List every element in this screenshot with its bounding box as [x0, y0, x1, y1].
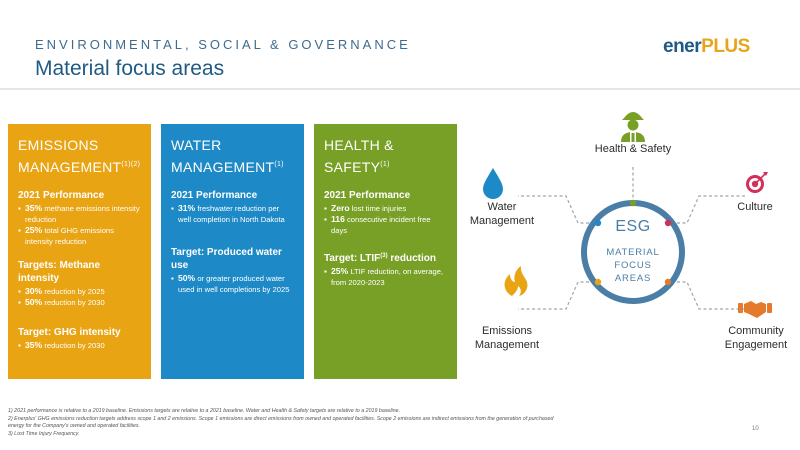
node-emissions-label: Emissions Management: [474, 325, 540, 351]
card-title: EMISSIONS $MANAGEMENT^{(1)(2)}$: [18, 137, 141, 175]
esg-center-title: ESG: [615, 218, 651, 235]
enerplus-logo: enerPLUS: [663, 36, 750, 57]
flame-icon: [505, 266, 528, 296]
performance-heading: 2021 Performance: [171, 190, 258, 201]
card-title: WATER MANAGEMENT$^{(1)}$: [171, 137, 284, 175]
node-community-label: Community Engagement: [724, 325, 788, 351]
list-item: ▪ 25% total GHG emissions intensity reduction: [18, 225, 141, 247]
list-item: ▪ Zero lost time injuries: [324, 203, 447, 214]
card-title: HEALTH & SAFETY$^{(1)}$: [324, 137, 394, 175]
node-culture-label: Culture: [737, 201, 773, 213]
footnote: 1) 2021 performance is relative to a 2019 baseline. Emissions targets are relative to a 2021 baseline. Water and Health & Safety targets are relative to a 2019 baseline.: [8, 408, 401, 414]
connector-community: [666, 282, 747, 309]
list-item: ▪ 116 consecutive incident free days: [324, 214, 447, 236]
performance-heading: 2021 Performance: [324, 190, 411, 201]
target-list: [18, 286, 141, 308]
node-water-label: Water Management: [469, 201, 535, 227]
emissions-card: [8, 124, 151, 379]
water-drop-icon: [483, 168, 503, 199]
page-title: Material focus areas: [35, 57, 225, 80]
section-eyebrow: ENVIRONMENTAL, SOCIAL & GOVERNANCE: [35, 37, 411, 52]
list-item: ▪ 31% freshwater reduction per well completion in North Dakota: [171, 203, 294, 225]
list-item: ▪ 25% LTIF reduction, on average, from 2020-2023: [324, 266, 447, 288]
target-icon: [746, 172, 768, 193]
list-item: ▪ 50% or greater produced water used in well completions by 2025: [171, 273, 294, 295]
list-item: ▪ 50% reduction by 2030: [18, 297, 141, 308]
performance-heading: 2021 Performance: [18, 190, 105, 201]
water-card: [161, 124, 304, 379]
target-heading: Target: GHG intensity: [18, 327, 121, 338]
performance-list: [324, 203, 447, 236]
target-heading: Targets: Methane intensity: [18, 260, 101, 284]
footnote: 3) Lost Time Injury Frequency.: [8, 430, 80, 437]
esg-center-subtitle: MATERIAL FOCUS AREAS: [606, 247, 660, 284]
connector-emissions: [518, 282, 600, 309]
title-divider: [0, 88, 800, 90]
esg-diagram: [470, 100, 800, 380]
list-item: ▪ 35% methane emissions intensity reduction: [18, 203, 141, 225]
dot-health-safety: [630, 200, 636, 206]
target-list: [171, 273, 294, 295]
node-health-safety-label: Health & Safety: [594, 143, 672, 155]
list-item: ▪ 35% reduction by 2030: [18, 340, 141, 351]
target-heading: Target: LTIF$^{(3)}$ reduction: [324, 253, 436, 264]
performance-list: [171, 203, 294, 225]
page-number: 10: [752, 426, 759, 432]
footnote: energy for the Company's owned and operated facilities.: [8, 423, 141, 429]
worker-icon: [621, 112, 645, 142]
target-heading: Target: Produced water use: [171, 247, 282, 271]
footnotes: [8, 408, 748, 438]
performance-list: [18, 203, 141, 247]
target-list: [324, 266, 447, 288]
target-list: [18, 340, 141, 351]
list-item: ▪ 30% reduction by 2025: [18, 286, 141, 297]
health-safety-card: [314, 124, 457, 379]
footnote: 2) Enerplus' GHG emissions reduction targets address scope 1 and 2 emissions. Scope 1 emissions are direct emissions from owned and operated facilities. Scope 2 emissions are indirect emissions from the generation of purchased: [8, 415, 554, 422]
